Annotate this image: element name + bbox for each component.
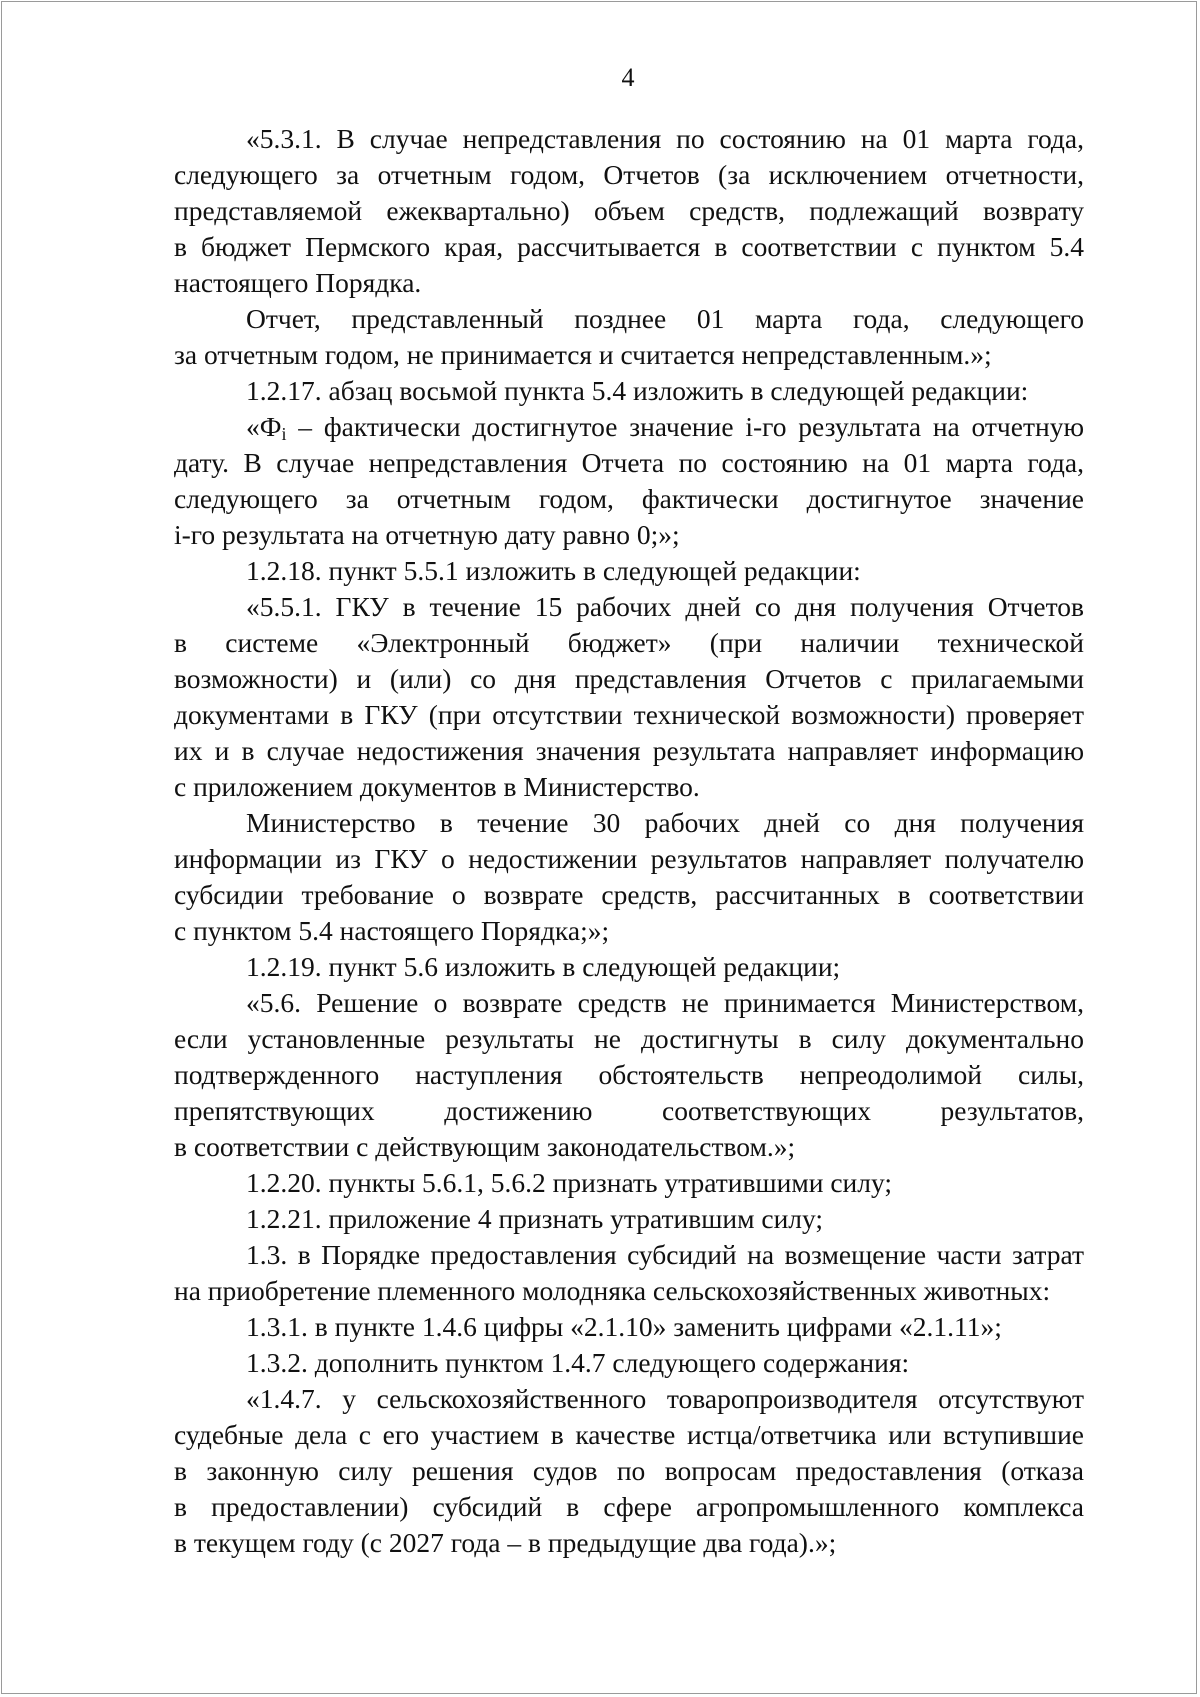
text-line: «5.3.1. В случае непредставления по состоянию на 01 марта года, bbox=[246, 123, 1084, 154]
text-line: препятствующих достижению соответствующих результатов, bbox=[174, 1095, 1084, 1126]
text-line: в предоставлении) субсидий в сфере агропромышленного комплекса bbox=[174, 1491, 1084, 1522]
text-line: Министерство в течение 30 рабочих дней со дня получения bbox=[246, 807, 1084, 838]
text-line: в законную силу решения судов по вопросам предоставления (отказа bbox=[174, 1455, 1084, 1486]
text-line: 1.3. в Порядке предоставления субсидий на возмещение части затрат bbox=[246, 1239, 1084, 1270]
text-line: в текущем году (с 2027 года – в предыдущие два года).»; bbox=[174, 1527, 837, 1558]
paragraph-ministry bbox=[174, 805, 1084, 949]
paragraph-phi-definition bbox=[174, 409, 1084, 553]
text-line: «5.6. Решение о возврате средств не принимается Министерством, bbox=[246, 987, 1084, 1018]
text-line: с пунктом 5.4 настоящего Порядка;»; bbox=[174, 915, 610, 946]
text-line: представляемой ежеквартально) объем средств, подлежащий возврату bbox=[174, 195, 1084, 226]
page-number: 4 bbox=[621, 63, 635, 92]
text-line: «1.4.7. у сельскохозяйственного товаропроизводителя отсутствуют bbox=[246, 1383, 1084, 1414]
text-line: возможности) и (или) со дня представления Отчетов с прилагаемыми bbox=[174, 663, 1084, 694]
text-line: документами в ГКУ (при отсутствии технической возможности) проверяет bbox=[174, 699, 1084, 730]
phi-line-rest: – фактически достигнутое значение i-го результата на отчетную bbox=[286, 411, 1084, 442]
paragraph-5-6 bbox=[174, 985, 1084, 1165]
text-line: следующего за отчетным годом, Отчетов (за исключением отчетности, bbox=[174, 159, 1084, 190]
text-line: на приобретение племенного молодняка сельскохозяйственных животных: bbox=[174, 1275, 1051, 1306]
text-line: информации из ГКУ о недостижении результатов направляет получателю bbox=[174, 843, 1084, 874]
paragraph-1-3-2: 1.3.2. дополнить пунктом 1.4.7 следующего содержания: bbox=[246, 1347, 910, 1378]
text-line: за отчетным годом, не принимается и считается непредставленным.»; bbox=[174, 339, 992, 370]
paragraph-1-2-19: 1.2.19. пункт 5.6 изложить в следующей редакции; bbox=[246, 951, 841, 982]
paragraph-1-3-1: 1.3.1. в пункте 1.4.6 цифры «2.1.10» заменить цифрами «2.1.11»; bbox=[246, 1311, 1002, 1342]
text-line: если установленные результаты не достигнуты в силу документально bbox=[174, 1023, 1084, 1054]
text-line: в бюджет Пермского края, рассчитывается в соответствии с пунктом 5.4 bbox=[174, 231, 1084, 262]
paragraph-1-3 bbox=[174, 1237, 1084, 1309]
document-body bbox=[174, 121, 1084, 1561]
paragraph-report-deadline bbox=[174, 301, 1084, 373]
text-line bbox=[174, 409, 1084, 445]
text-line: «5.5.1. ГКУ в течение 15 рабочих дней со дня получения Отчетов bbox=[246, 591, 1084, 622]
text-line: судебные дела с его участием в качестве истца/ответчика или вступившие bbox=[174, 1419, 1084, 1450]
text-line: в системе «Электронный бюджет» (при наличии технической bbox=[174, 627, 1084, 658]
text-line: с приложением документов в Министерство. bbox=[174, 771, 700, 802]
paragraph-1-4-7 bbox=[174, 1381, 1084, 1561]
text-line: их и в случае недостижения значения результата направляет информацию bbox=[174, 735, 1084, 766]
text-line: в соответствии с действующим законодательством.»; bbox=[174, 1131, 796, 1162]
paragraph-1-2-18: 1.2.18. пункт 5.5.1 изложить в следующей редакции: bbox=[246, 555, 861, 586]
text-line: подтвержденного наступления обстоятельств непреодолимой силы, bbox=[174, 1059, 1084, 1090]
phi-symbol: «Ф bbox=[246, 411, 282, 442]
text-line: настоящего Порядка. bbox=[174, 267, 422, 298]
phi-subscript: i bbox=[281, 424, 287, 444]
text-line: Отчет, представленный позднее 01 марта года, следующего bbox=[246, 303, 1084, 334]
paragraph-1-2-20: 1.2.20. пункты 5.6.1, 5.6.2 признать утратившими силу; bbox=[246, 1167, 892, 1198]
paragraph-1-2-21: 1.2.21. приложение 4 признать утратившим силу; bbox=[246, 1203, 824, 1234]
paragraph-5-5-1 bbox=[174, 589, 1084, 805]
text-line: следующего за отчетным годом, фактически достигнутое значение bbox=[174, 483, 1084, 514]
text-line: субсидии требование о возврате средств, рассчитанных в соответствии bbox=[174, 879, 1084, 910]
text-line: i-го результата на отчетную дату равно 0;»; bbox=[174, 519, 680, 550]
text-line: дату. В случае непредставления Отчета по состоянию на 01 марта года, bbox=[174, 447, 1084, 478]
paragraph-5-3-1 bbox=[174, 121, 1084, 301]
paragraph-1-2-17: 1.2.17. абзац восьмой пункта 5.4 изложить в следующей редакции: bbox=[246, 375, 1029, 406]
